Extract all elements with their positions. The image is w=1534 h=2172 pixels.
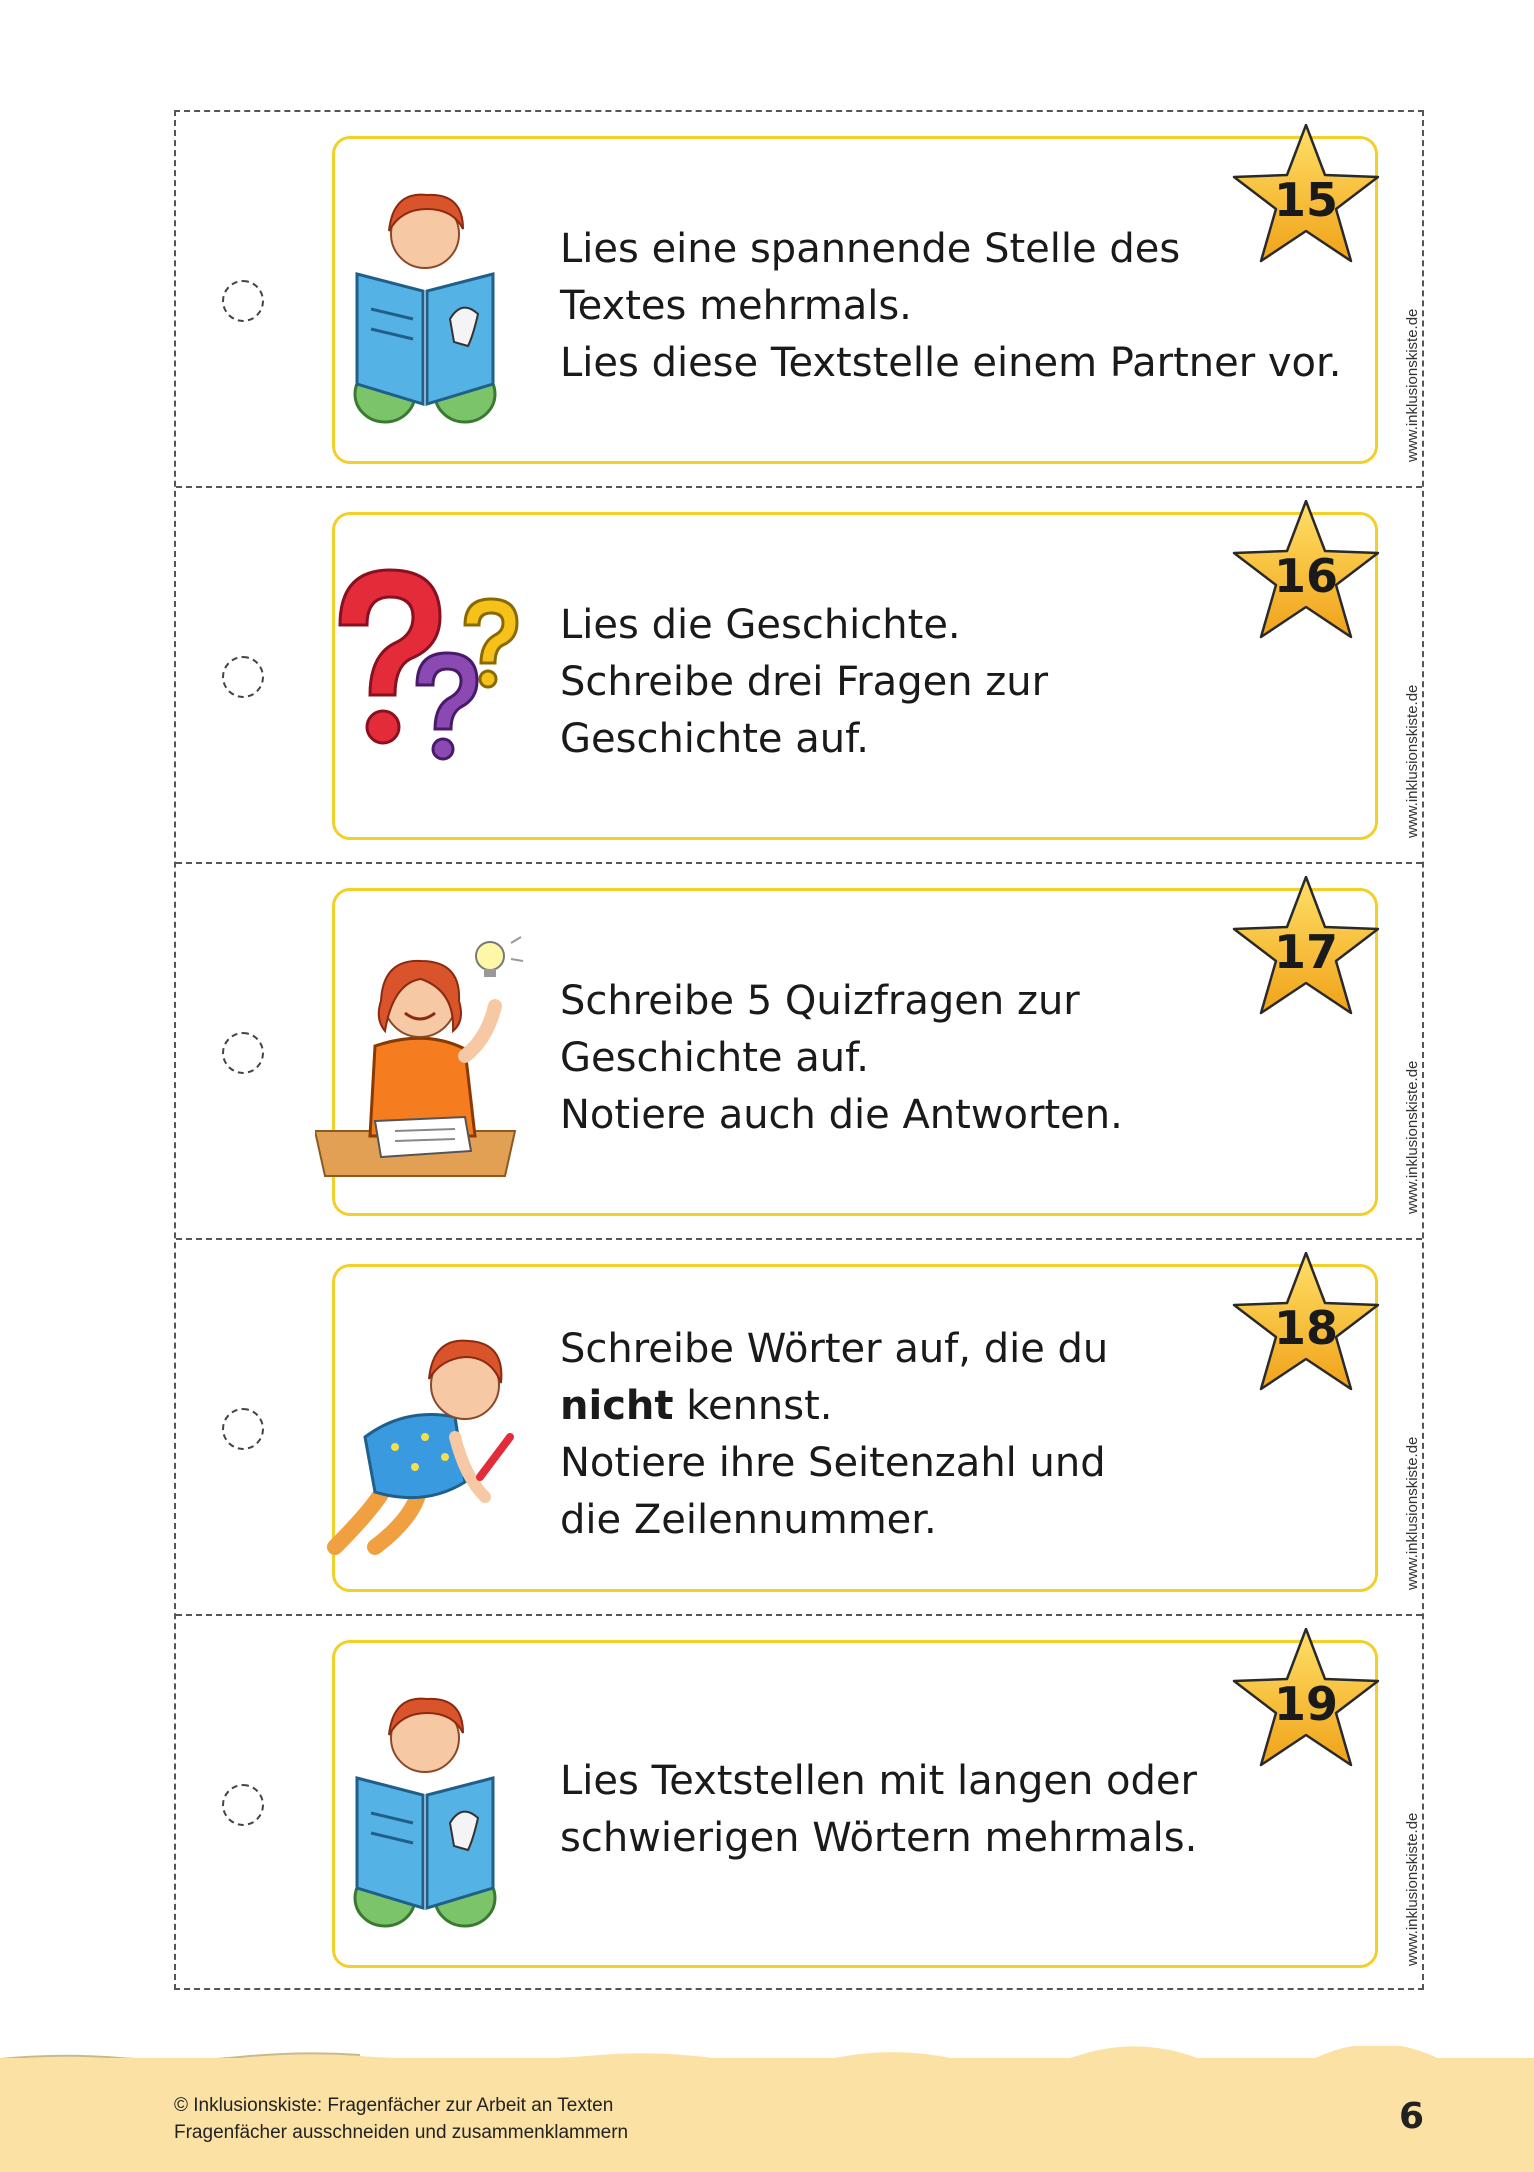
instruction-line — [560, 1810, 1285, 1867]
instruction-text: Textes mehrmals. — [560, 283, 912, 329]
task-card — [332, 1264, 1378, 1592]
number-star-badge — [1231, 1249, 1381, 1399]
punch-hole-marker — [222, 280, 264, 322]
instruction-text: Lies die Geschichte. — [560, 602, 961, 648]
instruction-text: Geschichte auf. — [560, 716, 870, 762]
task-card — [332, 888, 1378, 1216]
instruction-text: Geschichte auf. — [560, 1035, 870, 1081]
instruction-line — [560, 221, 1285, 278]
instruction-line — [560, 335, 1342, 392]
task-instruction — [560, 973, 1285, 1144]
instruction-text: schwierigen Wörtern mehrmals. — [560, 1815, 1198, 1861]
child-reading-book-illustration — [315, 1683, 525, 1933]
number-star-badge — [1231, 873, 1381, 1023]
instruction-text: Schreibe 5 Quizfragen zur — [560, 978, 1080, 1024]
instruction-text: Notiere auch die Antworten. — [560, 1092, 1123, 1138]
card-number: 18 — [1273, 1301, 1338, 1355]
instruction-line — [560, 973, 1285, 1030]
fan-strip-15 — [176, 112, 1422, 488]
instruction-line — [560, 1087, 1285, 1144]
card-number: 16 — [1273, 549, 1338, 603]
child-writing-with-idea-illustration — [315, 931, 525, 1181]
question-marks-illustration — [315, 555, 525, 805]
number-star-badge — [1231, 1625, 1381, 1775]
punch-hole-marker — [222, 1032, 264, 1074]
instruction-line — [560, 1435, 1285, 1492]
instruction-text: Schreibe Wörter auf, die du — [560, 1326, 1109, 1372]
instruction-text: Notiere ihre Seitenzahl und — [560, 1440, 1106, 1486]
task-instruction — [560, 221, 1342, 392]
card-number: 19 — [1273, 1677, 1338, 1731]
child-crawling-with-pencil-illustration — [315, 1307, 525, 1557]
instruction-line — [560, 1321, 1285, 1378]
footer-line-2: Fragenfächer ausschneiden und zusammenklammern — [174, 2122, 629, 2143]
task-card — [332, 1640, 1378, 1968]
instruction-line — [560, 278, 1285, 335]
punch-hole-marker — [222, 1408, 264, 1450]
instruction-text: Schreibe drei Fragen zur — [560, 659, 1049, 705]
footer-copyright — [174, 2092, 628, 2146]
website-url: www.inklusionskiste.de — [1404, 1060, 1421, 1214]
website-url: www.inklusionskiste.de — [1404, 684, 1421, 838]
instruction-line — [560, 597, 1285, 654]
task-card — [332, 136, 1378, 464]
number-star-badge — [1231, 497, 1381, 647]
task-instruction — [560, 1753, 1285, 1867]
task-instruction — [560, 1321, 1285, 1549]
emphasis-text: nicht — [560, 1383, 674, 1429]
number-star-badge — [1231, 121, 1381, 271]
page-number: 6 — [1398, 2096, 1424, 2137]
instruction-line — [560, 711, 1285, 768]
instruction-line — [560, 1378, 1285, 1435]
instruction-text: Lies Textstellen mit langen oder — [560, 1758, 1197, 1804]
website-url: www.inklusionskiste.de — [1404, 1436, 1421, 1590]
card-number: 15 — [1273, 173, 1338, 227]
instruction-line — [560, 1030, 1285, 1087]
instruction-text: Lies diese Textstelle einem Partner vor. — [560, 340, 1342, 386]
instruction-text: kennst. — [673, 1383, 833, 1429]
punch-hole-marker — [222, 1784, 264, 1826]
cut-out-sheet — [174, 110, 1424, 1990]
task-card — [332, 512, 1378, 840]
website-url: www.inklusionskiste.de — [1404, 308, 1421, 462]
punch-hole-marker — [222, 656, 264, 698]
instruction-line — [560, 1753, 1285, 1810]
fan-strip-18 — [176, 1240, 1422, 1616]
fan-strip-16 — [176, 488, 1422, 864]
footer-line-1: © Inklusionskiste: Fragenfächer zur Arbeit an Texten — [174, 2095, 614, 2116]
fan-strip-19 — [176, 1616, 1422, 1992]
child-reading-book-illustration — [315, 179, 525, 429]
instruction-text: die Zeilennummer. — [560, 1497, 937, 1543]
website-url: www.inklusionskiste.de — [1404, 1812, 1421, 1966]
card-number: 17 — [1273, 925, 1338, 979]
instruction-text: Lies eine spannende Stelle des — [560, 226, 1181, 272]
instruction-line — [560, 654, 1285, 711]
instruction-line — [560, 1492, 1285, 1549]
fan-strip-17 — [176, 864, 1422, 1240]
task-instruction — [560, 597, 1285, 768]
